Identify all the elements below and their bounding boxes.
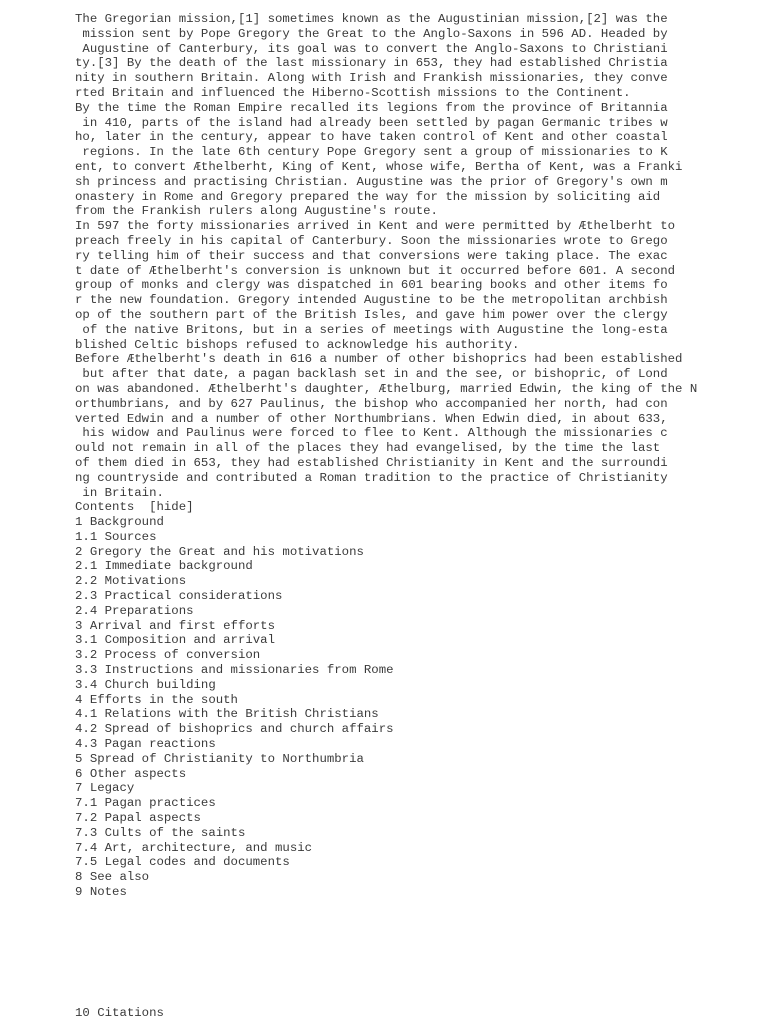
body-line: By the time the Roman Empire recalled its legions from the province of Britannia: [75, 100, 668, 115]
body-line: on was abandoned. Æthelberht's daughter, Æthelburg, married Edwin, the king of the N: [75, 381, 698, 396]
body-line: Augustine of Canterbury, its goal was to convert the Anglo-Saxons to Christiani: [75, 41, 668, 56]
body-line: nity in southern Britain. Along with Irish and Frankish missionaries, they conve: [75, 71, 668, 86]
toc-item[interactable]: 7.2 Papal aspects: [75, 811, 201, 826]
body-line: of them died in 653, they had established Christianity in Kent and the surroundi: [75, 455, 668, 470]
toc-item[interactable]: 3.3 Instructions and missionaries from Rome: [75, 663, 394, 678]
body-line: preach freely in his capital of Canterbury. Soon the missionaries wrote to Grego: [75, 233, 668, 248]
toc-item[interactable]: 2.1 Immediate background: [75, 559, 253, 574]
toc-item[interactable]: 3 Arrival and first efforts: [75, 618, 276, 633]
toc-item[interactable]: 2.4 Preparations: [75, 603, 194, 618]
body-line: op of the southern part of the British Isles, and gave him power over the clergy: [75, 307, 668, 322]
toc-item[interactable]: 5 Spread of Christianity to Northumbria: [75, 751, 364, 766]
body-line: sh princess and practising Christian. Augustine was the prior of Gregory's own m: [75, 174, 668, 189]
toc-item[interactable]: 4 Efforts in the south: [75, 692, 238, 707]
body-line: orthumbrians, and by 627 Paulinus, the bishop who accompanied her north, had con: [75, 396, 668, 411]
toc-item[interactable]: 3.1 Composition and arrival: [75, 633, 276, 648]
table-of-contents: [75, 515, 735, 900]
body-line: but after that date, a pagan backlash set in and the see, or bishopric, of Lond: [75, 367, 668, 382]
toc-item[interactable]: 4.3 Pagan reactions: [75, 737, 216, 752]
body-line: r the new foundation. Gregory intended Augustine to be the metropolitan archbish: [75, 293, 668, 308]
toc-item[interactable]: 7 Legacy: [75, 781, 135, 796]
body-line: ho, later in the century, appear to have taken control of Kent and other coastal: [75, 130, 668, 145]
toc-item[interactable]: 3.2 Process of conversion: [75, 648, 261, 663]
body-line: group of monks and clergy was dispatched in 601 bearing books and other items fo: [75, 278, 668, 293]
toc-item[interactable]: 1 Background: [75, 515, 164, 530]
body-line: ry telling him of their success and that conversions were taking place. The exac: [75, 248, 668, 263]
toc-item[interactable]: 9 Notes: [75, 885, 127, 900]
toc-item[interactable]: 2.3 Practical considerations: [75, 589, 283, 604]
body-line: ty.[3] By the death of the last missionary in 653, they had established Christia: [75, 56, 668, 71]
body-line: from the Frankish rulers along Augustine's route.: [75, 204, 438, 219]
body-line: The Gregorian mission,[1] sometimes known as the Augustinian mission,[2] was the: [75, 12, 668, 26]
toc-item-citations[interactable]: 10 Citations: [75, 1006, 164, 1020]
body-line: mission sent by Pope Gregory the Great to the Anglo-Saxons in 596 AD. Headed by: [75, 26, 668, 41]
body-line: onastery in Rome and Gregory prepared the way for the mission by soliciting aid: [75, 189, 661, 204]
body-line: of the native Britons, but in a series of meetings with Augustine the long-esta: [75, 322, 668, 337]
contents-heading[interactable]: Contents [hide]: [75, 500, 194, 515]
toc-item[interactable]: 8 See also: [75, 870, 150, 885]
toc-item[interactable]: 7.5 Legal codes and documents: [75, 855, 290, 870]
toc-item[interactable]: 3.4 Church building: [75, 677, 216, 692]
toc-item[interactable]: 1.1 Sources: [75, 529, 157, 544]
body-line: in 410, parts of the island had already been settled by pagan Germanic tribes w: [75, 115, 668, 130]
body-line: in Britain.: [75, 485, 164, 500]
body-line: verted Edwin and a number of other Northumbrians. When Edwin died, in about 633,: [75, 411, 668, 426]
body-line: In 597 the forty missionaries arrived in Kent and were permitted by Æthelberht to: [75, 219, 676, 234]
toc-item[interactable]: 4.2 Spread of bishoprics and church affairs: [75, 722, 394, 737]
toc-item[interactable]: 2 Gregory the Great and his motivations: [75, 544, 364, 559]
article-body: [75, 12, 735, 500]
body-line: regions. In the late 6th century Pope Gregory sent a group of missionaries to K: [75, 145, 668, 160]
body-line: ent, to convert Æthelberht, King of Kent, whose wife, Bertha of Kent, was a Franki: [75, 159, 683, 174]
body-line: rted Britain and influenced the Hiberno-Scottish missions to the Continent.: [75, 85, 631, 100]
toc-item[interactable]: 6 Other aspects: [75, 766, 187, 781]
toc-item[interactable]: 7.4 Art, architecture, and music: [75, 840, 313, 855]
toc-item[interactable]: 2.2 Motivations: [75, 574, 187, 589]
body-line: ould not remain in all of the places they had evangelised, by the time the last: [75, 441, 661, 456]
body-line: ng countryside and contributed a Roman tradition to the practice of Christianity: [75, 470, 668, 485]
document-page: [75, 12, 735, 900]
body-line: Before Æthelberht's death in 616 a number of other bishoprics had been established: [75, 352, 683, 367]
body-line: blished Celtic bishops refused to acknowledge his authority.: [75, 337, 520, 352]
toc-item[interactable]: 4.1 Relations with the British Christians: [75, 707, 379, 722]
body-line: t date of Æthelberht's conversion is unknown but it occurred before 601. A second: [75, 263, 676, 278]
toc-item[interactable]: 7.1 Pagan practices: [75, 796, 216, 811]
toc-item[interactable]: 7.3 Cults of the saints: [75, 825, 246, 840]
body-line: his widow and Paulinus were forced to flee to Kent. Although the missionaries c: [75, 426, 668, 441]
